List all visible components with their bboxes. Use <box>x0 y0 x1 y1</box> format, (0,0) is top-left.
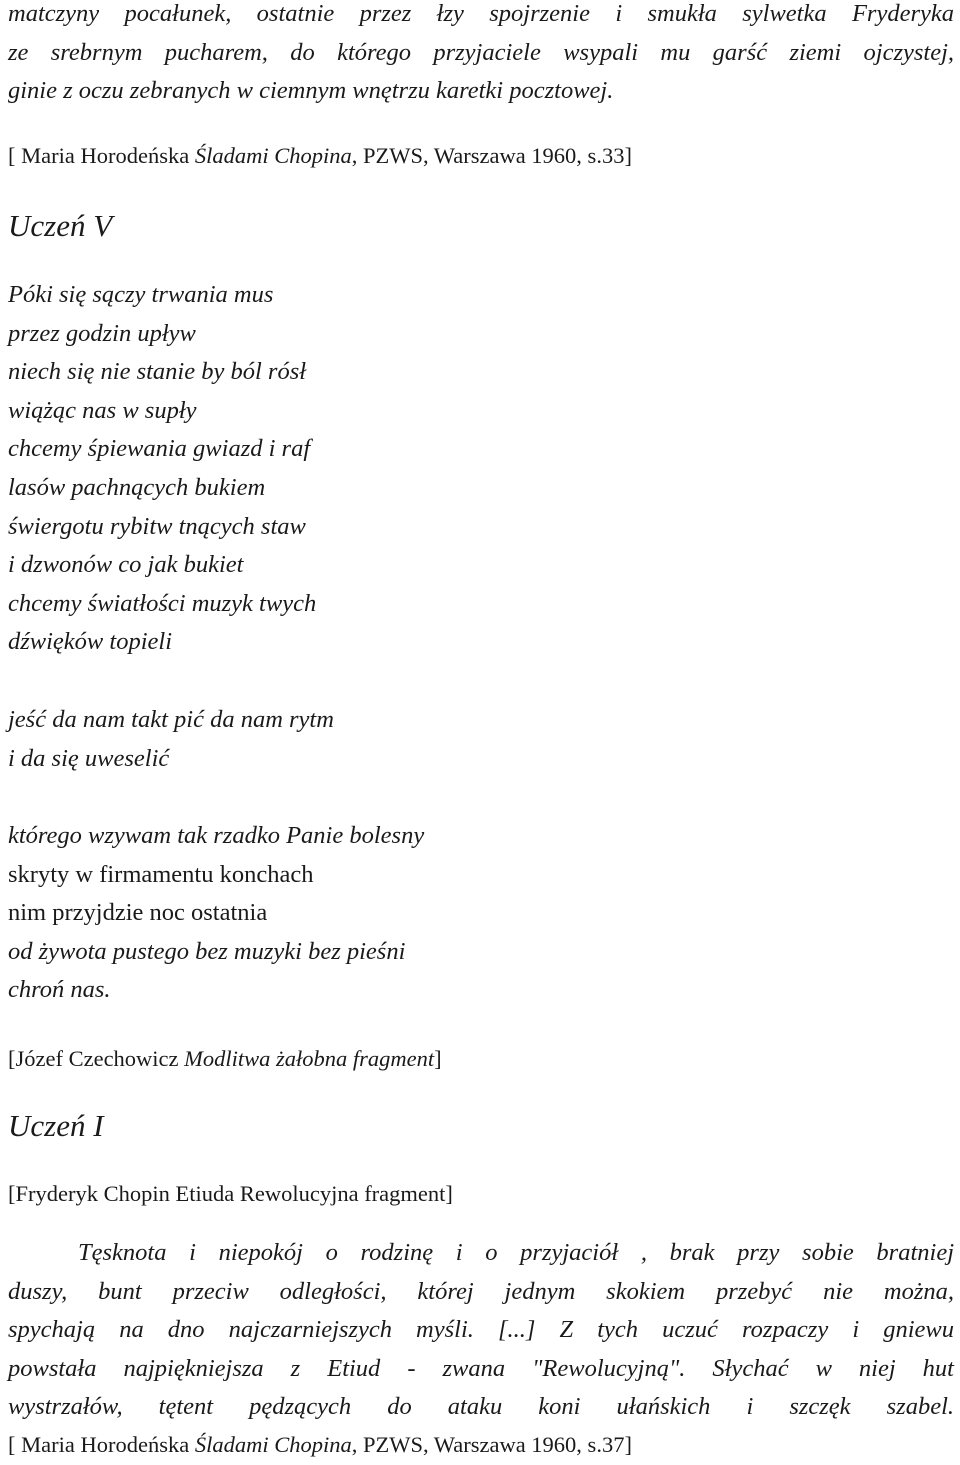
final-citation: [ Maria Horodeńska Śladami Chopina, PZWS, Warszawa 1960, s.37] <box>8 1432 632 1457</box>
prose-line: Tęsknota i niepokój o rodzinę i o przyjaciół , brak przy sobie bratniej <box>78 1239 954 1266</box>
prose-line: spychają na dno najczarniejszych myśli. [...] Z tych uczuć rozpaczy i gniewu <box>8 1316 954 1344</box>
poem-stanza-3 <box>8 817 424 1010</box>
prose-paragraph <box>8 1234 954 1427</box>
poem-line: chroń nas. <box>8 976 111 1004</box>
poem-line: i da się uweselić <box>8 744 170 772</box>
section-heading-uczen-v: Uczeń V <box>8 208 113 243</box>
poem-line: świergotu rybitw tnących staw <box>8 512 306 540</box>
poem-stanza-2 <box>8 701 334 778</box>
poem-line: i dzwonów co jak bukiet <box>8 551 244 579</box>
poem-line: chcemy światłości muzyk twych <box>8 589 317 617</box>
intro-line: ginie z oczu zebranych w ciemnym wnętrzu karetki pocztowej. <box>8 77 614 105</box>
poem-citation: [Józef Czechowicz Modlitwa żałobna fragment] <box>8 1046 442 1071</box>
poem-line: lasów pachnących bukiem <box>8 473 266 501</box>
music-citation: [Fryderyk Chopin Etiuda Rewolucyjna fragment] <box>8 1181 453 1206</box>
poem-line: Póki się sączy trwania mus <box>8 281 274 308</box>
intro-line: matczyny pocałunek, ostatnie przez łzy spojrzenie i smukła sylwetka Fryderyka <box>8 0 954 27</box>
intro-citation: [ Maria Horodeńska Śladami Chopina, PZWS, Warszawa 1960, s.33] <box>8 143 632 168</box>
intro-paragraph <box>8 0 954 111</box>
prose-line: powstała najpiękniejsza z Etiud - zwana "Rewolucyjną". Słychać w niej hut <box>8 1354 954 1382</box>
citation-title: Śladami Chopina <box>194 1432 352 1457</box>
poem-line: od żywota pustego bez muzyki bez pieśni <box>8 937 406 965</box>
citation-title: Śladami Chopina <box>194 143 352 168</box>
section-heading-uczen-i: Uczeń I <box>8 1108 104 1143</box>
citation-title: Modlitwa żałobna fragment <box>184 1046 435 1071</box>
poem-line: skryty w firmamentu konchach <box>8 860 314 888</box>
poem-line: dźwięków topieli <box>8 628 172 656</box>
poem-line: którego wzywam tak rzadko Panie bolesny <box>8 822 425 849</box>
poem-stanza-1 <box>8 276 316 662</box>
poem-line: niech się nie stanie by ból rósł <box>8 358 307 386</box>
poem-line: nim przyjdzie noc ostatnia <box>8 899 268 927</box>
poem-line: wiążąc nas w supły <box>8 396 197 424</box>
poem-line: przez godzin upływ <box>8 319 196 347</box>
prose-line: wystrzałów, tętent pędzących do ataku koni ułańskich i szczęk szabel. <box>8 1393 954 1421</box>
poem-line: jeść da nam takt pić da nam rytm <box>8 706 334 733</box>
intro-line: ze srebrnym pucharem, do którego przyjaciele wsypali mu garść ziemi ojczystej, <box>8 38 954 66</box>
prose-line: duszy, bunt przeciw odległości, której jednym skokiem przebyć nie można, <box>8 1277 954 1305</box>
poem-line: chcemy śpiewania gwiazd i raf <box>8 435 311 463</box>
